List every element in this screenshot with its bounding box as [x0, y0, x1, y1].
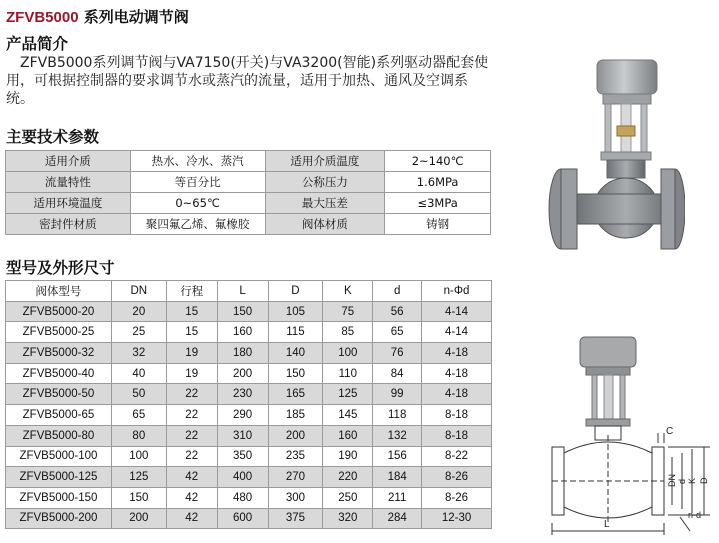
dims-header-cell: DN	[111, 281, 166, 302]
dims-cell: 270	[268, 467, 323, 488]
table-row	[6, 322, 492, 343]
dims-cell: 115	[268, 322, 323, 343]
dims-cell: 4-14	[422, 322, 492, 343]
param-value: 聚四氟乙烯、氟橡胶	[130, 214, 265, 235]
dims-cell: 235	[268, 446, 323, 467]
dims-cell: 65	[373, 322, 422, 343]
param-label: 公称压力	[265, 172, 385, 193]
dims-cell: 190	[323, 446, 373, 467]
dims-header-cell: 行程	[166, 281, 217, 302]
param-label: 密封件材质	[6, 214, 131, 235]
dims-cell: 350	[217, 446, 268, 467]
dims-cell: ZFVB5000-150	[6, 487, 112, 508]
dims-cell: ZFVB5000-50	[6, 384, 112, 405]
intro-heading: 产品简介	[6, 35, 69, 53]
dims-header-cell: 阀体型号	[6, 281, 112, 302]
param-label: 适用环境温度	[6, 193, 131, 214]
params-row	[6, 193, 491, 214]
dims-cell: 290	[217, 405, 268, 426]
dims-cell: ZFVB5000-20	[6, 301, 112, 322]
dims-cell: ZFVB5000-32	[6, 343, 112, 364]
table-row	[6, 301, 492, 322]
dims-cell: 156	[373, 446, 422, 467]
dims-cell: 200	[111, 508, 166, 529]
dims-cell: 22	[166, 425, 217, 446]
table-row	[6, 405, 492, 426]
param-label: 适用介质	[6, 151, 131, 172]
param-label: 流量特性	[6, 172, 131, 193]
dims-cell: 184	[373, 467, 422, 488]
dims-cell: 250	[323, 487, 373, 508]
table-row	[6, 425, 492, 446]
dims-cell: 75	[323, 301, 373, 322]
valve-photo	[545, 58, 685, 273]
dims-cell: 22	[166, 384, 217, 405]
dims-cell: 480	[217, 487, 268, 508]
dims-cell: 230	[217, 384, 268, 405]
dims-cell: 4-18	[422, 384, 492, 405]
table-row	[6, 487, 492, 508]
dims-cell: 150	[268, 363, 323, 384]
dims-cell: 8-18	[422, 425, 492, 446]
params-table	[5, 150, 491, 235]
dimension-drawing	[540, 335, 719, 543]
dims-table	[5, 280, 492, 529]
dims-cell: 160	[217, 322, 268, 343]
dims-cell: 160	[323, 425, 373, 446]
page-title	[6, 6, 189, 27]
dims-header-cell: L	[217, 281, 268, 302]
dims-cell: 76	[373, 343, 422, 364]
param-label: 阀体材质	[265, 214, 385, 235]
dims-cell: 22	[166, 446, 217, 467]
dims-cell: 185	[268, 405, 323, 426]
table-row	[6, 446, 492, 467]
dims-cell: 99	[373, 384, 422, 405]
dims-cell: 20	[111, 301, 166, 322]
dims-cell: 145	[323, 405, 373, 426]
dims-header-cell: K	[323, 281, 373, 302]
dims-cell: 50	[111, 384, 166, 405]
dims-cell: 125	[111, 467, 166, 488]
params-row	[6, 214, 491, 235]
dims-cell: 8-22	[422, 446, 492, 467]
title-model: ZFVB5000	[6, 9, 79, 26]
param-value: 0~65℃	[130, 193, 265, 214]
dims-cell: ZFVB5000-80	[6, 425, 112, 446]
dims-cell: 65	[111, 405, 166, 426]
dims-cell: 100	[323, 343, 373, 364]
param-label: 最大压差	[265, 193, 385, 214]
dims-cell: 25	[111, 322, 166, 343]
label-d-big: D	[699, 477, 709, 484]
dims-cell: 84	[373, 363, 422, 384]
dims-cell: 42	[166, 467, 217, 488]
dims-cell: ZFVB5000-40	[6, 363, 112, 384]
dims-cell: 8-26	[422, 467, 492, 488]
table-row	[6, 384, 492, 405]
dims-cell: 15	[166, 301, 217, 322]
dims-cell: 8-18	[422, 405, 492, 426]
dims-header-cell: n-Φd	[422, 281, 492, 302]
dims-cell: 132	[373, 425, 422, 446]
param-value: 2~140℃	[385, 151, 491, 172]
dims-cell: 320	[323, 508, 373, 529]
dims-cell: 125	[323, 384, 373, 405]
dims-cell: 211	[373, 487, 422, 508]
label-dn: DN	[667, 474, 677, 487]
dims-cell: 56	[373, 301, 422, 322]
table-row	[6, 343, 492, 364]
dims-cell: ZFVB5000-200	[6, 508, 112, 529]
title-series: 系列电动调节阀	[78, 8, 189, 26]
table-row	[6, 508, 492, 529]
dims-cell: ZFVB5000-100	[6, 446, 112, 467]
dims-cell: 22	[166, 405, 217, 426]
params-heading: 主要技术参数	[6, 128, 100, 146]
intro-text: ZFVB5000系列调节阀与VA7150(开关)与VA3200(智能)系列驱动器配套使用，可根据控制器的要求调节水或蒸汽的流量，适用于加热、通风及空调系统。	[6, 55, 489, 107]
dims-cell: 118	[373, 405, 422, 426]
dims-cell: 140	[268, 343, 323, 364]
dims-cell: 284	[373, 508, 422, 529]
dims-cell: 310	[217, 425, 268, 446]
dims-cell: 150	[217, 301, 268, 322]
param-label: 适用介质温度	[265, 151, 385, 172]
label-l: L	[604, 519, 610, 530]
dims-cell: ZFVB5000-65	[6, 405, 112, 426]
dims-cell: 12-30	[422, 508, 492, 529]
dims-cell: 42	[166, 487, 217, 508]
dims-cell: 85	[323, 322, 373, 343]
dims-cell: 105	[268, 301, 323, 322]
dims-cell: 300	[268, 487, 323, 508]
table-row	[6, 467, 492, 488]
dims-cell: 19	[166, 343, 217, 364]
dims-header-row	[6, 281, 492, 302]
param-value: 铸钢	[385, 214, 491, 235]
dims-cell: ZFVB5000-25	[6, 322, 112, 343]
params-row	[6, 151, 491, 172]
dims-cell: 8-26	[422, 487, 492, 508]
dims-cell: 200	[217, 363, 268, 384]
dims-cell: 375	[268, 508, 323, 529]
label-nd: n-d	[688, 510, 702, 520]
dims-cell: 4-14	[422, 301, 492, 322]
dims-cell: 220	[323, 467, 373, 488]
dims-cell: 400	[217, 467, 268, 488]
dims-cell: 80	[111, 425, 166, 446]
dims-cell: 19	[166, 363, 217, 384]
dims-cell: 32	[111, 343, 166, 364]
table-row	[6, 363, 492, 384]
dims-header-cell: D	[268, 281, 323, 302]
param-value: ≤3MPa	[385, 193, 491, 214]
dims-header-cell: d	[373, 281, 422, 302]
label-c: C	[666, 426, 674, 437]
dims-cell: 600	[217, 508, 268, 529]
dims-cell: 4-18	[422, 343, 492, 364]
param-value: 热水、冷水、蒸汽	[130, 151, 265, 172]
dims-cell: 165	[268, 384, 323, 405]
params-row	[6, 172, 491, 193]
dims-cell: 40	[111, 363, 166, 384]
label-d-small: d	[677, 478, 687, 484]
dims-cell: 42	[166, 508, 217, 529]
dims-heading: 型号及外形尺寸	[6, 259, 115, 277]
dims-cell: 15	[166, 322, 217, 343]
dims-cell: ZFVB5000-125	[6, 467, 112, 488]
dims-cell: 150	[111, 487, 166, 508]
dims-cell: 180	[217, 343, 268, 364]
dims-cell: 200	[268, 425, 323, 446]
dims-cell: 4-18	[422, 363, 492, 384]
param-value: 等百分比	[130, 172, 265, 193]
param-value: 1.6MPa	[385, 172, 491, 193]
label-k: K	[687, 477, 697, 484]
dims-cell: 110	[323, 363, 373, 384]
dims-cell: 100	[111, 446, 166, 467]
